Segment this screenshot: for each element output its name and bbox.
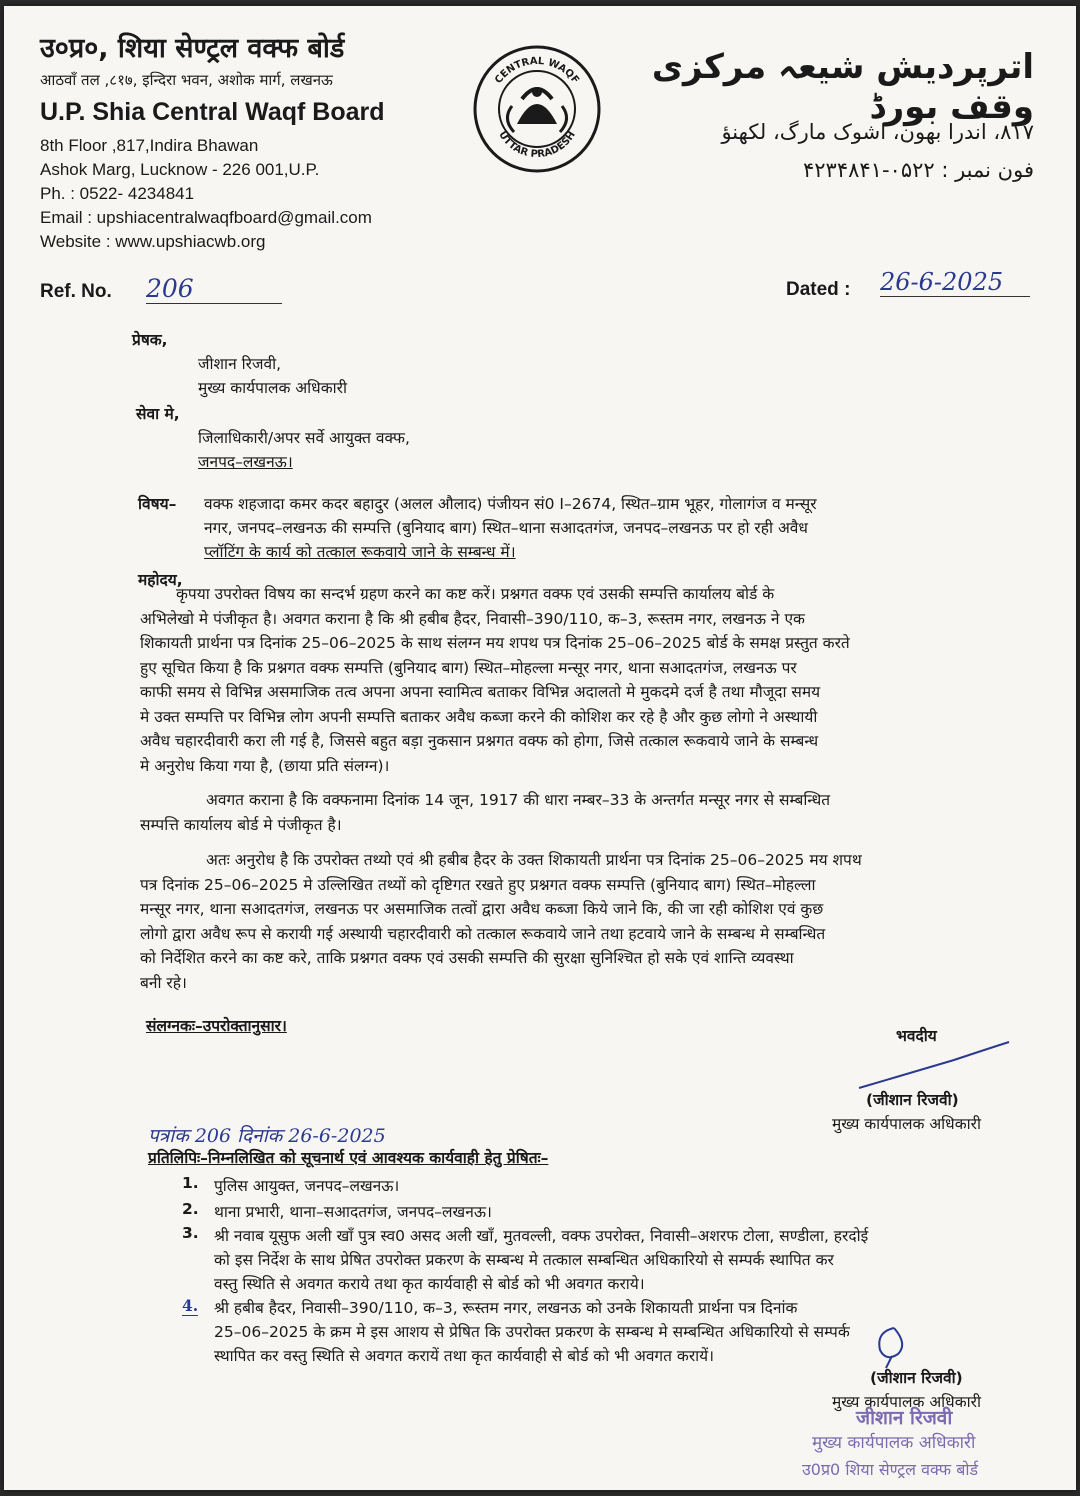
seal-top-text: CENTRAL WAQF [493,55,581,86]
ref-label: Ref. No. [40,281,112,302]
paragraph-1 [140,582,1024,778]
copy-item-number: 2. [182,1200,199,1218]
copy-heading: प्रतिलिपिः–निम्नलिखित को सूचनार्थ एवं आवश्यक कार्यवाही हेतु प्रेषितः– [148,1149,549,1167]
para3-line: मन्सूर नगर, थाना सआदतगंज, लखनऊ पर असमाजिक तत्वों द्वारा अवैध कब्जा किये जाने कि, की जा रही कोशिश एवं कुछ [140,900,824,918]
stamp-name: जीशान रिजवी [856,1407,953,1429]
copy-item-line: वस्तु स्थिति से अवगत कराये तथा कृत कार्यवाही से बोर्ड को भी अवगत कराये। [214,1275,645,1293]
to-line-2: जनपद–लखनऊ। [198,453,293,471]
urdu-address: ۸۱۷، اندرا بھون، اشوک مارگ، لکھنؤ [721,120,1034,144]
salutation: महोदय, [138,571,183,589]
subject-line-3: प्लॉटिंग के कार्य को तत्काल रूकवाये जाने के सम्बन्ध में। [204,543,516,561]
hindi-org-name: उ०प्र०, शिया सेण्ट्रल वक्फ बोर्ड [40,33,345,64]
subject-line-1: वक्फ शहजादा कमर कदर बहादुर (अलल औलाद) पंजीयन सं0 I–2674, स्थित–ग्राम भूहर, गोलागंज व मन्सूर [204,495,817,513]
para1-line: काफी समय से विभिन्न असमाजिक तत्व अपना अपना स्वामित्व बताकर विभिन्न अदालतो मे मुकदमे दर्ज है तथा मौजूदा समय [140,683,821,701]
signatory-name: (जीशान रिजवी) [866,1091,959,1109]
para1-line: कृपया उपरोक्त विषय का सन्दर्भ ग्रहण करने का कष्ट करें। प्रश्नगत वक्फ एवं उसकी सम्पत्ति कार्यालय बोर्ड के [176,585,775,603]
sender-title: मुख्य कार्यपालक अधिकारी [198,379,347,397]
copy-signatory-title: मुख्य कार्यपालक अधिकारी [832,1393,981,1411]
para3-line: पत्र दिनांक 25–06–2025 मे उल्लिखित तथ्यों को दृष्टिगत रखते हुए प्रश्नगत वक्फ सम्पत्ति (बुनियाद बाग) स्थित–मोहल्ला [140,875,816,894]
signature-mark [854,1036,1014,1096]
para1-line: हुए सूचित किया है कि प्रश्नगत वक्फ सम्पत्ति (बुनियाद बाग) स्थित–मोहल्ला मन्सूर नगर, थाना सआदतगंज, लखनऊ पर [140,658,797,677]
copy-item-number: 3. [182,1224,199,1242]
para3-line: को निर्देशित करने का कष्ट करे, ताकि प्रश्नगत वक्फ एवं उसकी सम्पत्ति की सुरक्षा सुनिश्चित हो सके एवं शान्ति व्यवस्था [140,949,794,967]
subject-label: विषय– [138,495,177,513]
copy-item-line: को इस निर्देश के साथ प्रेषित उपरोक्त प्रकरण के सम्बन्ध मे तत्काल सम्बन्धित अधिकारियो से सम्पर्क स्थापित कर [214,1251,834,1269]
paragraph-3 [140,848,1024,995]
copy-item-line: थाना प्रभारी, थाना–सआदतगंज, जनपद–लखनऊ। [214,1203,492,1221]
para1-line: अवैध चहारदीवारी करा ली गई है, जिससे बहुत बड़ा नुकसान प्रश्नगत वक्फ को होगा, जिसे तत्काल रूकवाये जाने के सम्बन्ध [140,732,819,750]
sender-label: प्रेषक, [132,331,168,349]
copy-item-line: श्री नवाब यूसुफ अली खाँ पुत्र स्व0 असद अली खाँ, मुतवल्ली, वक्फ उपरोक्त, निवासी–अशरफ टोला, सण्डीला, हरदोई [214,1227,869,1245]
urdu-phone: فون نمبر : ۰۵۲۲-۴۲۳۴۸۴۱ [803,158,1034,182]
para1-line: मे अनुरोध किया गया है, (छाया प्रति संलग्न)। [140,756,390,775]
copy-item-number: 4. [182,1296,199,1315]
copy-item-line: 25–06–2025 के क्रम मे इस आशय से प्रेषित कि उपरोक्त प्रकरण के सम्बन्ध मे सम्बन्धित अधिकारियो से सम्पर्क [214,1323,850,1341]
initials-mark [864,1322,924,1372]
website: Website : www.upshiacwb.org [40,232,266,251]
closing: भवदीय [896,1027,937,1045]
para3-line: अतः अनुरोध है कि उपरोक्त तथ्यो एवं श्री हबीब हैदर के उक्त शिकायती प्रार्थना पत्र दिनांक 25–06–2025 मय शपथ [206,851,862,869]
copy-signatory-name: (जीशान रिजवी) [870,1369,963,1387]
english-address-2: Ashok Marg, Lucknow - 226 001,U.P. [40,160,320,179]
signatory-title: मुख्य कार्यपालक अधिकारी [832,1115,981,1133]
para1-line: शिकायती प्रार्थना पत्र दिनांक 25–06–2025 के साथ संलग्न मय शपथ पत्र दिनांक 25–06–2025 बोर्ड के समक्ष प्रस्तुत करते [140,634,850,652]
date-value: 26-6-2025 [880,268,1030,297]
sender-name: जीशान रिजवी, [198,355,282,373]
urdu-org-name: اترپردیش شیعہ مرکزی وقف بورڈ [651,47,1034,127]
para2-line: सम्पत्ति कार्यालय बोर्ड मे पंजीकृत है। [140,815,342,834]
letter-page [4,6,1076,1490]
email: Email : upshiacentralwaqfboard@gmail.com [40,208,372,227]
english-org-name: U.P. Shia Central Waqf Board [40,98,385,126]
stamp-title: मुख्य कार्यपालक अधिकारी [812,1433,976,1453]
para2-line: अवगत कराना है कि वक्फनामा दिनांक 14 जून, 1917 की धारा नम्बर–33 के अन्तर्गत मन्सूर नगर से सम्बन्धित [206,791,831,809]
board-seal-logo [472,44,602,174]
paragraph-2 [140,788,1024,837]
hindi-address: आठवाँ तल ,८१७, इन्दिरा भवन, अशोक मार्ग, लखनऊ [40,71,333,89]
copy-item-line: श्री हबीब हैदर, निवासी–390/110, क–3, रूस्तम नगर, लखनऊ को उनके शिकायती प्रार्थना पत्र दिनांक [214,1299,798,1317]
ref-number: 206 [146,274,282,304]
seal-bottom-text: UTTAR PRADESH [496,129,578,161]
copy-handwritten-ref: पत्रांक 206 दिनांक 26-6-2025 [148,1125,386,1147]
para1-line: मे उक्त सम्पत्ति पर विभिन्न लोग अपनी सम्पत्ति बताकर अवैध कब्जा करने की कोशिश कर रहे है और कुछ लोगो ने अस्थायी [140,707,818,726]
phone: Ph. : 0522- 4234841 [40,184,195,203]
para3-line: बनी रहे। [140,973,187,992]
para1-line: अभिलेखो मे पंजीकृत है। अवगत कराना है कि श्री हबीब हैदर, निवासी–390/110, क–3, रूस्तम नगर, लखनऊ ने एक [140,609,805,628]
copy-item-line: स्थापित कर वस्तु स्थिति से अवगत करायें तथा कृत कार्यवाही से बोर्ड को भी अवगत करायें। [214,1347,715,1365]
copy-item-number: 1. [182,1174,199,1192]
para3-line: लोगो द्वारा अवैध रूप से करायी गई अस्थायी चहारदीवारी को तत्काल रूकवाये जाने तथा हटवाये जाने के सम्बन्ध मे सम्बन्धित [140,924,826,943]
to-line-1: जिलाधिकारी/अपर सर्वे आयुक्त वक्फ, [198,429,410,447]
english-address-1: 8th Floor ,817,Indira Bhawan [40,136,259,155]
copy-item-line: पुलिस आयुक्त, जनपद–लखनऊ। [214,1177,400,1195]
enclosure: संलग्नकः–उपरोक्तानुसार। [146,1017,287,1035]
date-label: Dated : [786,279,851,300]
stamp-org: उ0प्र0 शिया सेण्ट्रल वक्फ बोर्ड [802,1460,979,1479]
subject-line-2: नगर, जनपद–लखनऊ की सम्पत्ति (बुनियाद बाग) स्थित–थाना सआदतगंज, जनपद–लखनऊ पर हो रही अवैध [204,519,808,537]
to-label: सेवा मे, [136,405,180,423]
